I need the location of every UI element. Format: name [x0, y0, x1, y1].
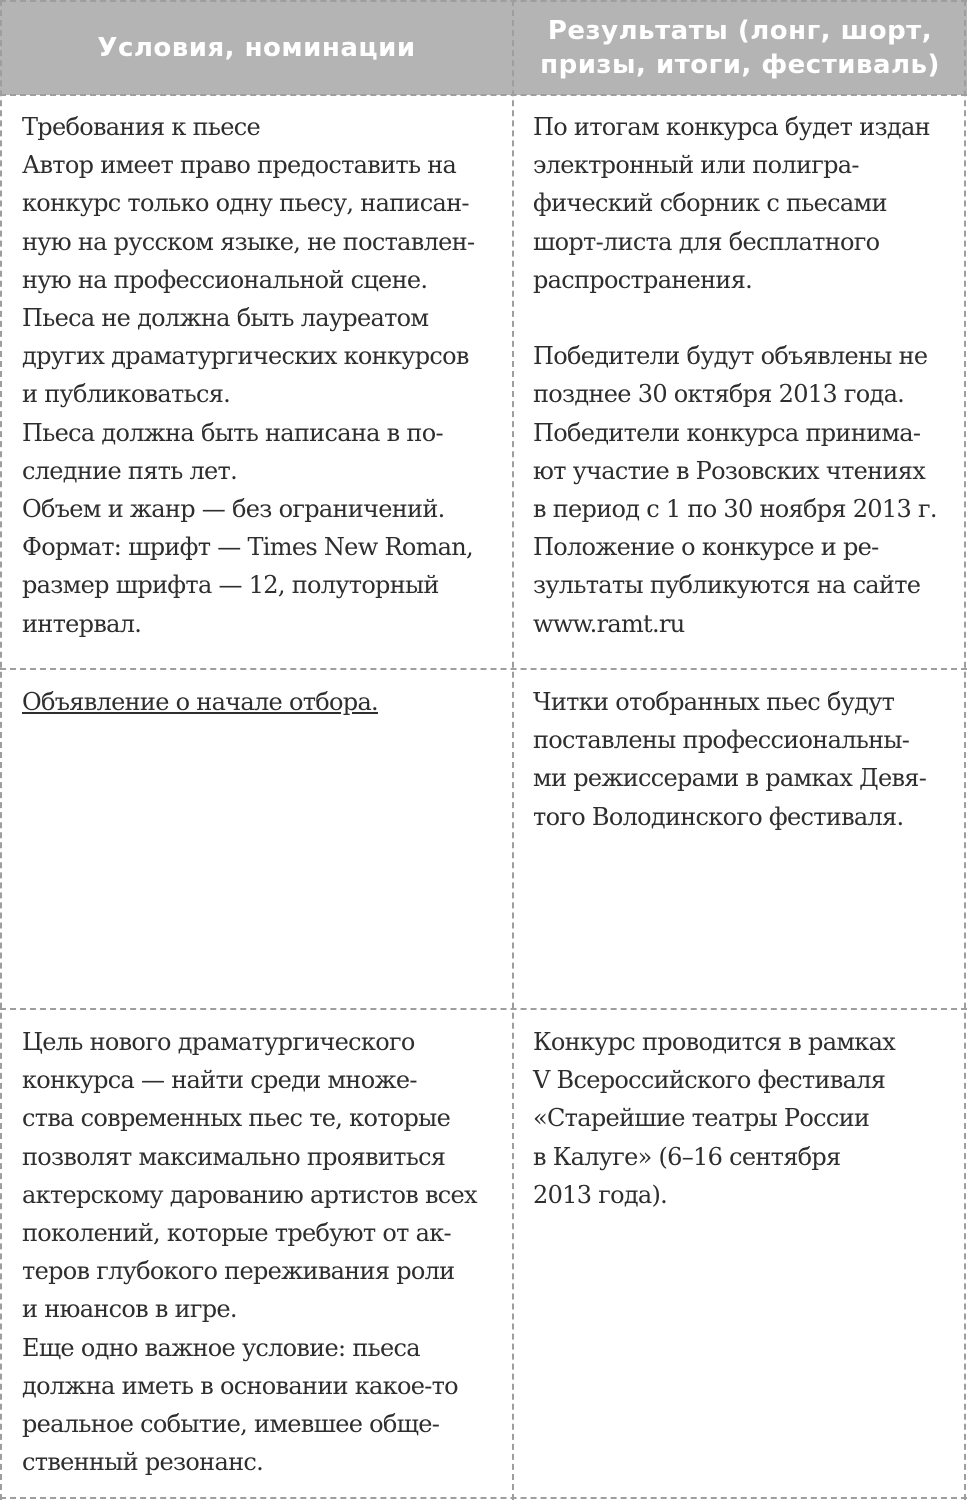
text-line: Объем и жанр — без ограничений. [22, 495, 445, 524]
table-border-bottom [0, 1497, 967, 1499]
text-line: V Всероссийского фестиваля [533, 1066, 886, 1095]
text-line: позволят максимально проявиться [22, 1142, 446, 1171]
text-line: ства современных пьес те, которые [22, 1104, 451, 1133]
header-results-line-1: Результаты (лонг, шорт, [547, 15, 933, 46]
text-line: поставлены профессиональны- [533, 726, 910, 755]
text-line: в период с 1 по 30 ноября 2013 г. [533, 495, 937, 524]
text-line: и нюансов в игре. [22, 1295, 237, 1324]
text-line: позднее 30 октября 2013 года. [533, 380, 905, 409]
selection-announcement-link[interactable]: Объявление о начале отбора. [22, 688, 378, 716]
text-line: 2013 года). [533, 1180, 668, 1209]
header-conditions [0, 0, 513, 95]
text-line: теров глубокого переживания роли [22, 1257, 455, 1286]
text-line: других драматургических конкурсов [22, 342, 469, 371]
table-border-right [964, 0, 966, 1500]
text-line: www.ramt.ru [533, 609, 685, 638]
text-line: должна иметь в основании какое-то [22, 1371, 458, 1400]
text-line: Еще одно важное условие: пьеса [22, 1333, 420, 1362]
text-line: распространения. [533, 265, 753, 294]
text-line: «Старейшие театры России [533, 1104, 870, 1133]
paragraph-gap [533, 299, 958, 337]
text-line: ную на русском языке, не поставлен- [22, 227, 475, 256]
text-line: шорт-листа для бесплатного [533, 227, 880, 256]
text-line: фический сборник с пьесами [533, 189, 887, 218]
text-line: ственный резонанс. [22, 1448, 264, 1477]
row-1-conditions [22, 108, 497, 643]
text-line: ную на профессиональной сцене. [22, 265, 428, 294]
header-results [513, 0, 967, 95]
row-divider [0, 1008, 967, 1010]
text-line: Пьеса не должна быть лауреатом [22, 304, 429, 333]
table-border-left [0, 0, 2, 1500]
text-line: в Калуге» (6–16 сентября [533, 1142, 841, 1171]
text-line: и публиковаться. [22, 380, 231, 409]
row-divider [0, 668, 967, 670]
text-line: реальное событие, имевшее обще- [22, 1410, 440, 1439]
text-line: Конкурс проводится в рамках [533, 1028, 896, 1056]
text-line: Автор имеет право предоставить на [22, 151, 457, 180]
text-line: зультаты публикуются на сайте [533, 571, 921, 600]
header-results-line-2: призы, итоги, фестиваль) [540, 49, 940, 80]
text-line: размер шрифта — 12, полуторный [22, 571, 439, 600]
row-3-conditions [22, 1023, 497, 1481]
text-line: актерскому дарованию артистов всех [22, 1180, 477, 1209]
table-border-top [0, 0, 967, 2]
text-line: Формат: шрифт — Times New Roman, [22, 533, 473, 562]
column-divider [512, 0, 514, 1500]
text-line: Цель нового драматургического [22, 1028, 415, 1056]
row-1-results [533, 108, 958, 643]
row-2-results [533, 683, 958, 836]
text-line: ют участие в Розовских чтениях [533, 456, 926, 485]
text-line: Положение о конкурсе и ре- [533, 533, 879, 562]
text-line: конкурс только одну пьесу, написан- [22, 189, 469, 218]
header-conditions-text: Условия, номинации [97, 32, 416, 63]
text-line: конкурса — найти среди множе- [22, 1066, 417, 1095]
text-line: Победители конкурса принима- [533, 418, 921, 447]
text-line: Пьеса должна быть написана в по- [22, 418, 443, 447]
text-line: Требования к пьесе [22, 113, 260, 141]
text-line: электронный или полигра- [533, 151, 859, 180]
header-divider [0, 94, 967, 96]
text-line: Читки отобранных пьес будут [533, 688, 895, 716]
text-line: Победители будут объявлены не [533, 342, 928, 371]
text-line: По итогам конкурса будет издан [533, 113, 930, 141]
text-line: следние пять лет. [22, 456, 238, 485]
text-line: поколений, которые требуют от ак- [22, 1219, 451, 1248]
text-line: того Володинского фестиваля. [533, 802, 904, 831]
row-2-conditions [22, 683, 497, 721]
text-line: интервал. [22, 609, 142, 638]
text-line: ми режиссерами в рамках Девя- [533, 764, 927, 793]
row-3-results [533, 1023, 958, 1214]
